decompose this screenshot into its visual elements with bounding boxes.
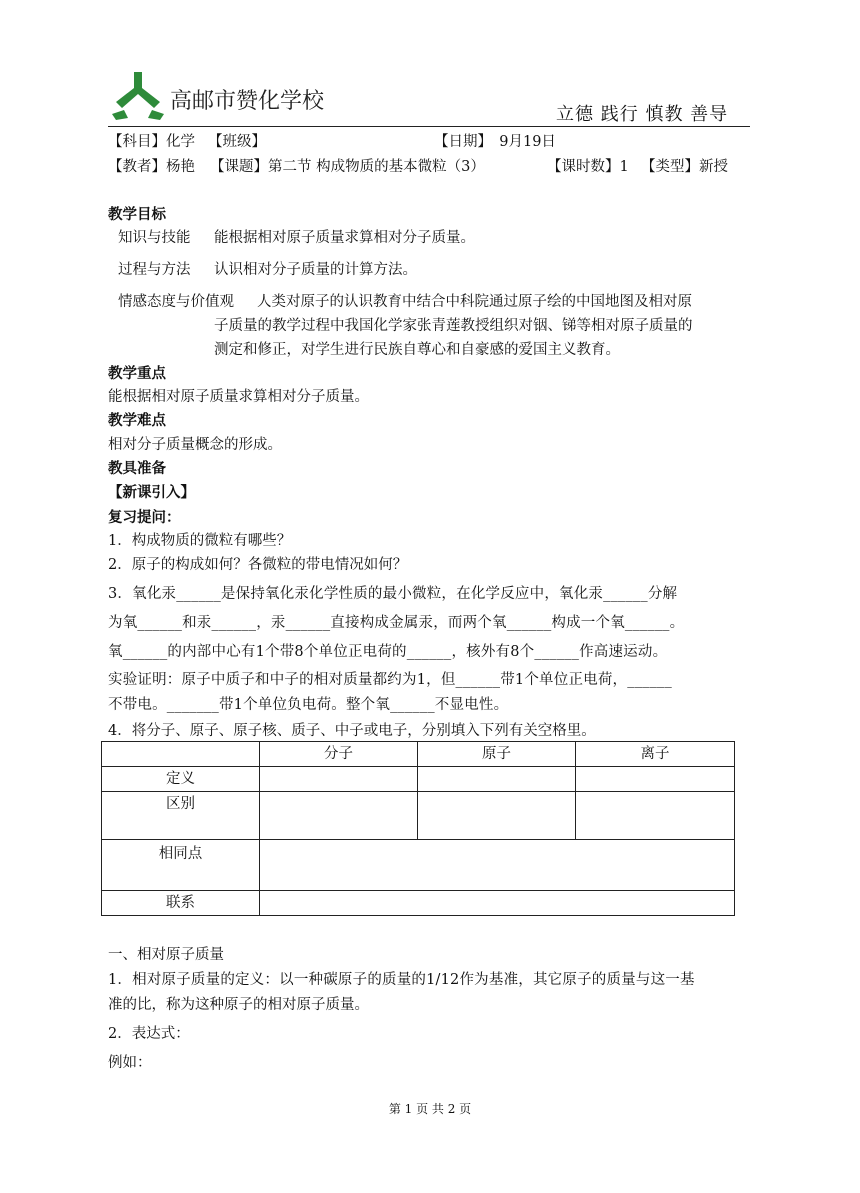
review-q4: 4．将分子、原子、原子核、质子、中子或电子，分别填入下列有关空格里。 [108, 723, 596, 739]
review-q3-line5: 不带电。_______带1个单位负电荷。整个氧______不显电性。 [108, 697, 509, 713]
table-cell[interactable] [418, 792, 576, 840]
review-q2: 2．原子的构成如何？各微粒的带电情况如何？ [108, 557, 408, 573]
goal-knowledge-text: 能根据相对原子质量求算相对分子质量。 [214, 230, 475, 246]
table-row-label: 区别 [102, 792, 260, 840]
goals-heading: 教学目标 [108, 206, 166, 223]
table-header-row [102, 742, 735, 767]
keypoint-text: 能根据相对原子质量求算相对分子质量。 [108, 389, 369, 405]
review-q3-line3: 氧______的内部中心有1个带8个单位正电荷的______，核外有8个______作高速运动。 [108, 644, 668, 660]
table-cell[interactable] [260, 891, 735, 916]
table-row-label: 相同点 [102, 840, 260, 891]
section1-def-line2: 准的比，称为这种原子的相对原子质量。 [108, 997, 369, 1013]
goal-emotion-line2: 子质量的教学过程中我国化学家张青莲教授组织对铟、锑等相对原子质量的 [214, 318, 693, 334]
keypoint-heading: 教学重点 [108, 365, 166, 382]
table-row [102, 792, 735, 840]
meta-hours: 【课时数】1 [547, 159, 629, 175]
table-row [102, 840, 735, 891]
review-q1: 1．构成物质的微粒有哪些？ [108, 533, 292, 549]
table-row-label: 联系 [102, 891, 260, 916]
table-cell[interactable] [576, 767, 735, 792]
goal-emotion-label: 情感态度与价值观 [118, 294, 234, 310]
meta-topic: 【课题】第二节 构成物质的基本微粒（3） [210, 159, 485, 175]
table-cell[interactable] [260, 767, 418, 792]
table-header-atom: 原子 [418, 742, 576, 767]
review-q3-line4: 实验证明：原子中质子和中子的相对质量都约为1，但______带1个单位正电荷，______ [108, 672, 672, 688]
meta-class: 【班级】 [208, 134, 266, 150]
section1-def-line1: 1．相对原子质量的定义：以一种碳原子的质量的1/12作为基准，其它原子的质量与这一基 [108, 972, 695, 988]
difficulty-heading: 教学难点 [108, 412, 166, 429]
goal-process-text: 认识相对分子质量的计算方法。 [214, 262, 417, 278]
section1-title: 一、相对原子质量 [108, 947, 224, 963]
goal-emotion-line3: 测定和修正，对学生进行民族自尊心和自豪感的爱国主义教育。 [214, 342, 620, 358]
meta-subject: 【科目】化学 [108, 134, 195, 150]
review-q3-line1: 3．氧化汞______是保持氧化汞化学性质的最小微粒，在化学反应中，氧化汞______分解 [108, 586, 678, 602]
table-row [102, 891, 735, 916]
table-row-label: 定义 [102, 767, 260, 792]
goal-process-label: 过程与方法 [118, 262, 191, 278]
goal-knowledge-label: 知识与技能 [118, 230, 191, 246]
table-cell[interactable] [418, 767, 576, 792]
tools-heading: 教具准备 [108, 460, 166, 477]
table-cell[interactable] [576, 792, 735, 840]
review-q3-line2: 为氧______和汞______，汞______直接构成金属汞，而两个氧______构成一个氧______。 [108, 615, 685, 631]
table-header-ion: 离子 [576, 742, 735, 767]
logo-text: 高邮市赞化学校 [170, 89, 325, 114]
school-logo [108, 68, 325, 122]
section1-example: 例如： [108, 1055, 152, 1071]
table-row [102, 767, 735, 792]
difficulty-text: 相对分子质量概念的形成。 [108, 437, 282, 453]
section1-expr: 2．表达式： [108, 1026, 190, 1042]
header-rule [108, 126, 750, 127]
comparison-table [101, 741, 735, 916]
table-cell[interactable] [260, 840, 735, 891]
meta-teacher: 【教者】杨艳 [108, 159, 195, 175]
meta-date: 【日期】 9月19日 [434, 134, 556, 150]
table-cell[interactable] [260, 792, 418, 840]
intro-heading: 【新课引入】 [108, 484, 195, 501]
meta-type: 【类型】新授 [641, 159, 728, 175]
goal-emotion-line1: 人类对原子的认识教育中结合中科院通过原子绘的中国地图及相对原 [257, 294, 692, 310]
table-header-molecule: 分子 [260, 742, 418, 767]
school-motto: 立德 践行 慎教 善导 [556, 104, 729, 125]
table-header-empty [102, 742, 260, 767]
page-footer: 第 1 页 共 2 页 [388, 1102, 472, 1116]
review-heading: 复习提问： [108, 509, 181, 526]
